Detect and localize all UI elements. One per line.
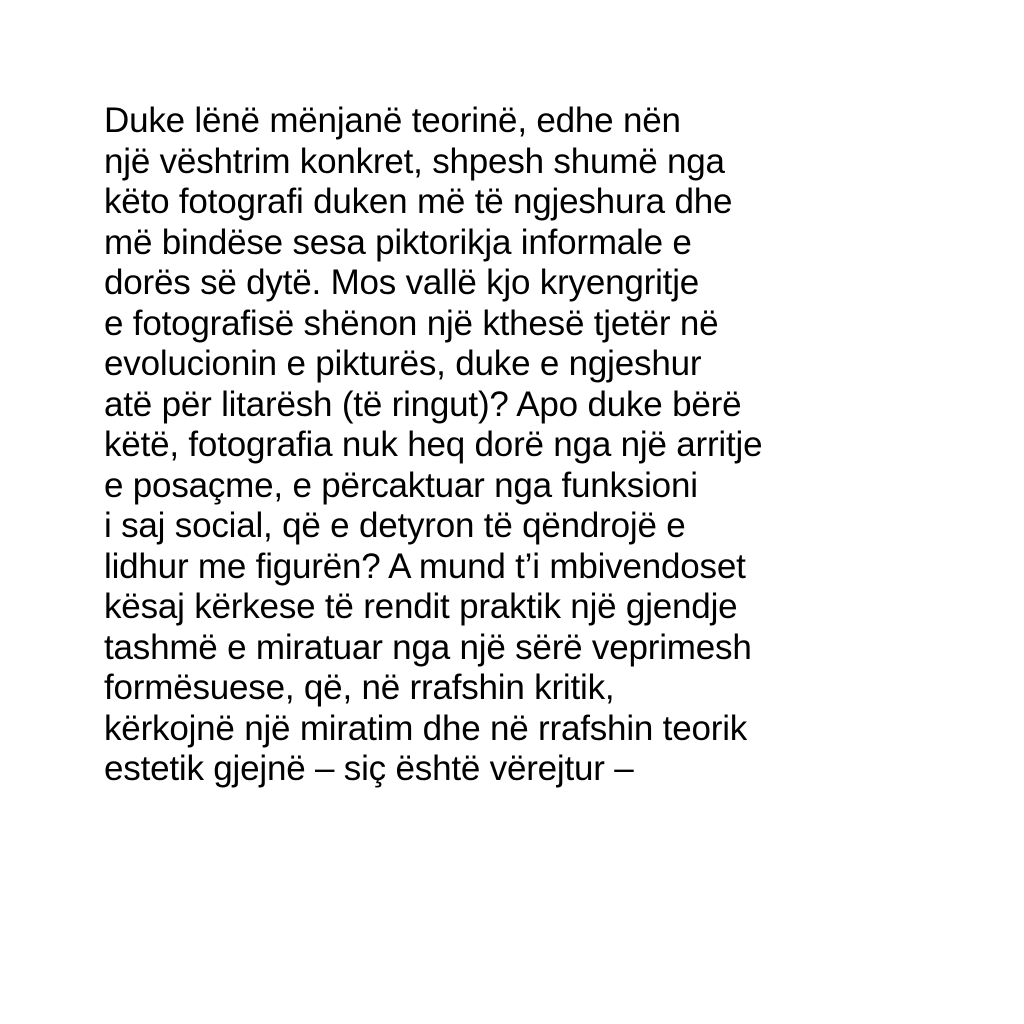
text-line: e fotografisë shënon një kthesë tjetër në — [104, 303, 719, 343]
text-line: e posaçme, e përcaktuar nga funksioni — [104, 465, 698, 505]
text-line: këto fotografi duken më të ngjeshura dhe — [104, 182, 733, 221]
text-line: një vështrim konkret, shpesh shumë nga — [104, 141, 725, 181]
text-line: evolucionin e pikturës, duke e ngjeshur — [104, 344, 702, 383]
text-line: estetik gjejnë – siç është vërejtur – — [104, 749, 634, 788]
text-line: këtë, fotografia nuk heq dorë nga një arritje — [104, 425, 763, 464]
text-line: atë për litarësh (të ringut)? Apo duke bërë — [104, 384, 742, 424]
text-line: formësuese, që, në rrafshin kritik, — [104, 668, 615, 707]
text-line: tashmë e miratuar nga një sërë veprimesh — [104, 627, 752, 667]
text-line: lidhur me figurën? A mund t’i mbivendoset — [104, 546, 746, 586]
text-line: dorës së dytë. Mos vallë kjo kryengritje — [104, 263, 700, 302]
body-paragraph — [104, 101, 964, 790]
text-line: më bindëse sesa piktorikja informale e — [104, 222, 692, 262]
text-line: kësaj kërkese të rendit praktik një gjendje — [104, 587, 738, 626]
text-line: kërkojnë një miratim dhe në rrafshin teorik — [104, 708, 748, 748]
text-line: i saj social, që e detyron të qëndrojë e — [104, 506, 686, 545]
text-line: Duke lënë mënjanë teorinë, edhe nën — [104, 101, 681, 140]
